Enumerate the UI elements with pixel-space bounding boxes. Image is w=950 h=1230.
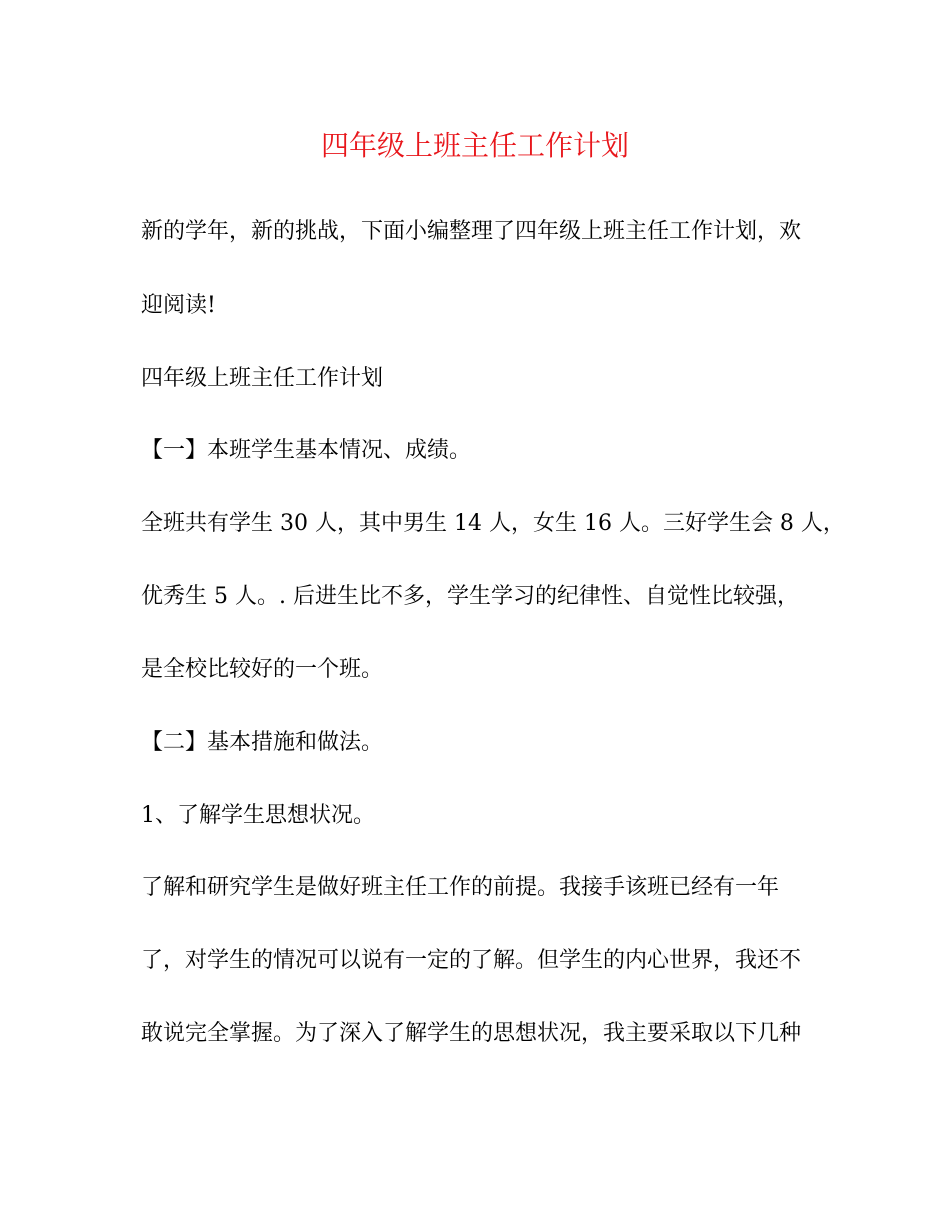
paragraph-line: 了解和研究学生是做好班主任工作的前提。我接手该班已经有一年	[141, 875, 780, 900]
paragraph-line: 敢说完全掌握。为了深入了解学生的思想状况，我主要采取以下几种	[141, 1021, 802, 1046]
subsection-heading: 1、了解学生思想状况。	[141, 803, 375, 828]
document-title: 四年级上班主任工作计划	[320, 129, 629, 162]
paragraph-line: 四年级上班主任工作计划	[141, 366, 384, 391]
paragraph-line: 了，对学生的情况可以说有一定的了解。但学生的内心世界，我还不	[141, 948, 802, 973]
paragraph-line: 优秀生 5 人。. 后进生比不多，学生学习的纪律性、自觉性比较强，	[141, 584, 799, 609]
section-heading: 【二】基本措施和做法。	[141, 730, 384, 755]
paragraph-line: 是全校比较好的一个班。	[141, 657, 384, 682]
paragraph-line: 新的学年，新的挑战，下面小编整理了四年级上班主任工作计划，欢	[141, 219, 802, 244]
section-heading: 【一】本班学生基本情况、成绩。	[141, 438, 472, 463]
paragraph-line: 迎阅读!	[141, 293, 216, 318]
paragraph-line: 全班共有学生 30 人，其中男生 14 人，女生 16 人。三好学生会 8 人，	[141, 511, 845, 536]
